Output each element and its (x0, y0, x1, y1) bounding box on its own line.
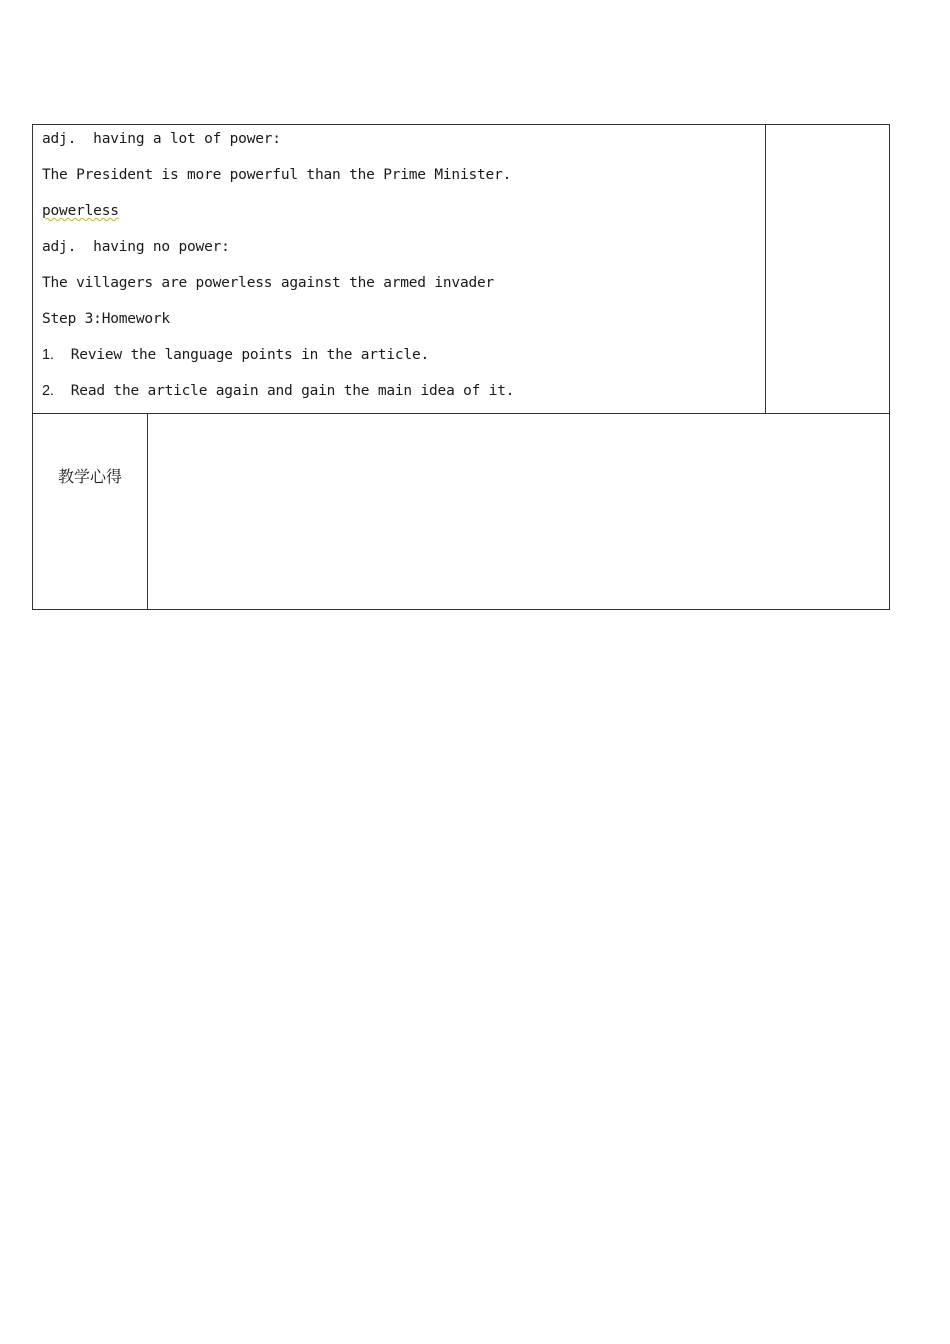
reflection-label-cell (33, 414, 148, 610)
definition-line: adj. having a lot of power: (42, 131, 281, 147)
lesson-content-cell (33, 125, 766, 414)
step-heading: Step 3:Homework (42, 311, 170, 327)
homework-number: 2. (42, 383, 54, 399)
homework-number: 1. (42, 347, 54, 363)
definition-line: adj. having no power: (42, 239, 230, 255)
homework-text: Review the language points in the article. (70, 347, 430, 363)
notes-cell (766, 125, 890, 414)
homework-item (42, 373, 765, 409)
homework-text: Read the article again and gain the main idea of it. (70, 383, 515, 399)
homework-item (42, 337, 765, 373)
reflection-label: 教学心得 (57, 467, 122, 486)
lesson-content-row (33, 125, 890, 414)
vocabulary-word (42, 193, 765, 229)
lesson-table (32, 124, 890, 610)
reflection-content-cell (148, 414, 890, 610)
example-sentence: The President is more powerful than the Prime Minister. (42, 167, 512, 183)
spellcheck-word: powerless (42, 203, 119, 219)
reflection-row (33, 414, 890, 610)
example-sentence: The villagers are powerless against the armed invader (42, 275, 495, 291)
